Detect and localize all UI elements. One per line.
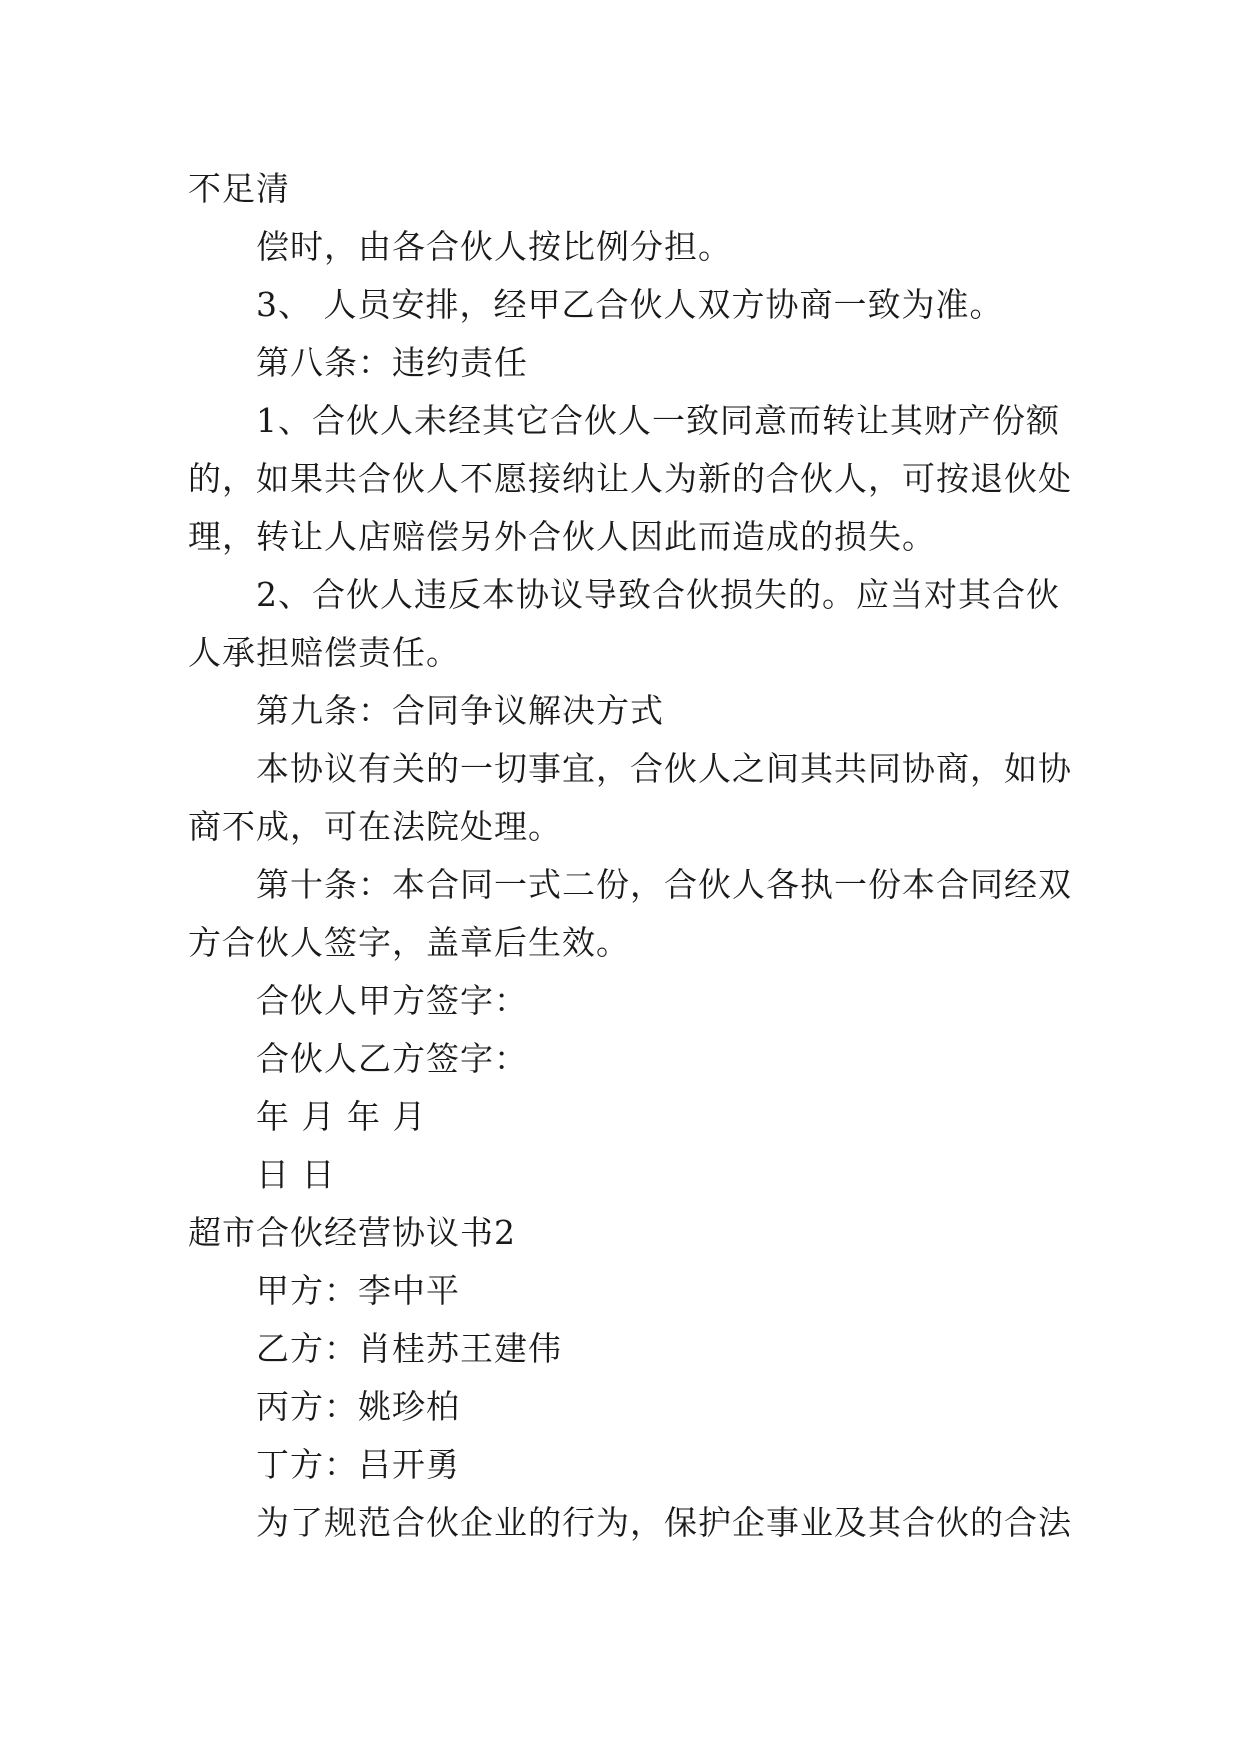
text-line: 理，转让人店赔偿另外合伙人因此而造成的损失。 [188, 517, 936, 556]
party-line: 丙方：姚珍柏 [256, 1387, 460, 1426]
article-heading: 第八条：违约责任 [256, 343, 528, 382]
party-line: 甲方：李中平 [256, 1271, 460, 1310]
text-line: 第十条：本合同一式二份，合伙人各执一份本合同经双 [256, 865, 1072, 904]
document-title: 超市合伙经营协议书2 [188, 1213, 516, 1252]
text-line: 本协议有关的一切事宜，合伙人之间其共同协商，如协 [256, 749, 1072, 788]
text-line: 3、 人员安排，经甲乙合伙人双方协商一致为准。 [256, 285, 1004, 324]
article-heading: 第九条：合同争议解决方式 [256, 691, 664, 730]
text-line: 不足清 [188, 169, 290, 208]
date-line: 日 日 [256, 1155, 336, 1194]
signature-line: 合伙人乙方签字： [256, 1039, 528, 1078]
text-line: 偿时，由各合伙人按比例分担。 [256, 227, 732, 266]
text-line: 2、合伙人违反本协议导致合伙损失的。应当对其合伙 [256, 575, 1060, 614]
text-line: 为了规范合伙企业的行为，保护企事业及其合伙的合法 [256, 1503, 1072, 1542]
date-line: 年 月 年 月 [256, 1097, 427, 1136]
party-line: 乙方：肖桂苏王建伟 [256, 1329, 562, 1368]
text-line: 方合伙人签字，盖章后生效。 [188, 923, 630, 962]
document-body [188, 160, 1072, 1552]
text-line: 1、合伙人未经其它合伙人一致同意而转让其财产份额 [256, 401, 1060, 440]
signature-line: 合伙人甲方签字： [256, 981, 528, 1020]
text-line: 的，如果共合伙人不愿接纳让人为新的合伙人，可按退伙处 [188, 459, 1072, 498]
text-line: 人承担赔偿责任。 [188, 633, 460, 672]
party-line: 丁方：吕开勇 [256, 1445, 460, 1484]
text-line: 商不成，可在法院处理。 [188, 807, 562, 846]
